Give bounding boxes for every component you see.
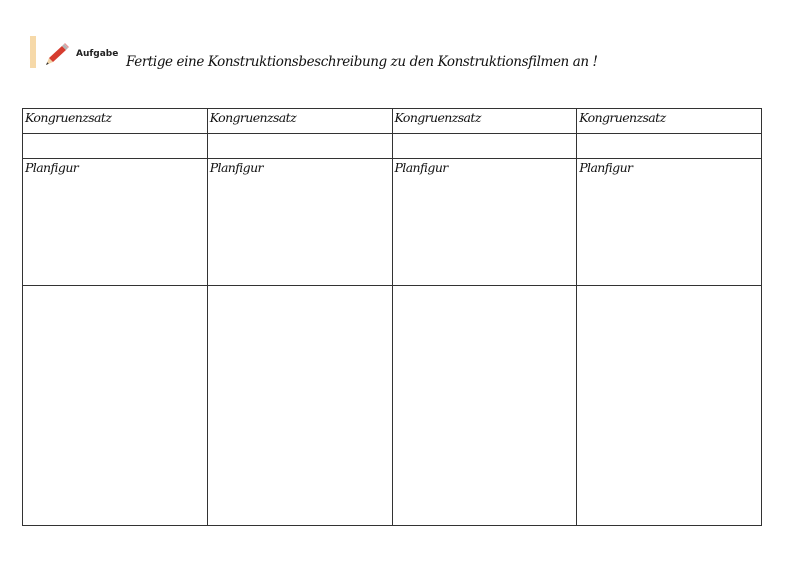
blank-cell — [207, 134, 392, 159]
sketch-cell: Planfigur — [23, 159, 208, 286]
blank-row — [23, 134, 762, 159]
description-cell — [577, 286, 762, 526]
task-header — [28, 36, 768, 76]
task-accent-bar — [30, 36, 36, 68]
column-heading: Kongruenzsatz — [392, 109, 577, 134]
task-label: Aufgabe — [76, 49, 119, 59]
task-instruction: Fertige eine Konstruktionsbeschreibung zu den Konstruktionsfilmen an ! — [126, 54, 598, 70]
column-heading: Kongruenzsatz — [23, 109, 208, 134]
description-row — [23, 286, 762, 526]
sketch-cell: Planfigur — [577, 159, 762, 286]
blank-cell — [577, 134, 762, 159]
sketch-cell: Planfigur — [207, 159, 392, 286]
description-cell — [23, 286, 208, 526]
pencil-icon — [42, 42, 72, 68]
heading-row — [23, 109, 762, 134]
blank-cell — [392, 134, 577, 159]
column-heading: Kongruenzsatz — [577, 109, 762, 134]
description-cell — [392, 286, 577, 526]
worksheet-table — [22, 108, 762, 526]
sketch-cell: Planfigur — [392, 159, 577, 286]
column-heading: Kongruenzsatz — [207, 109, 392, 134]
blank-cell — [23, 134, 208, 159]
description-cell — [207, 286, 392, 526]
sketch-row — [23, 159, 762, 286]
